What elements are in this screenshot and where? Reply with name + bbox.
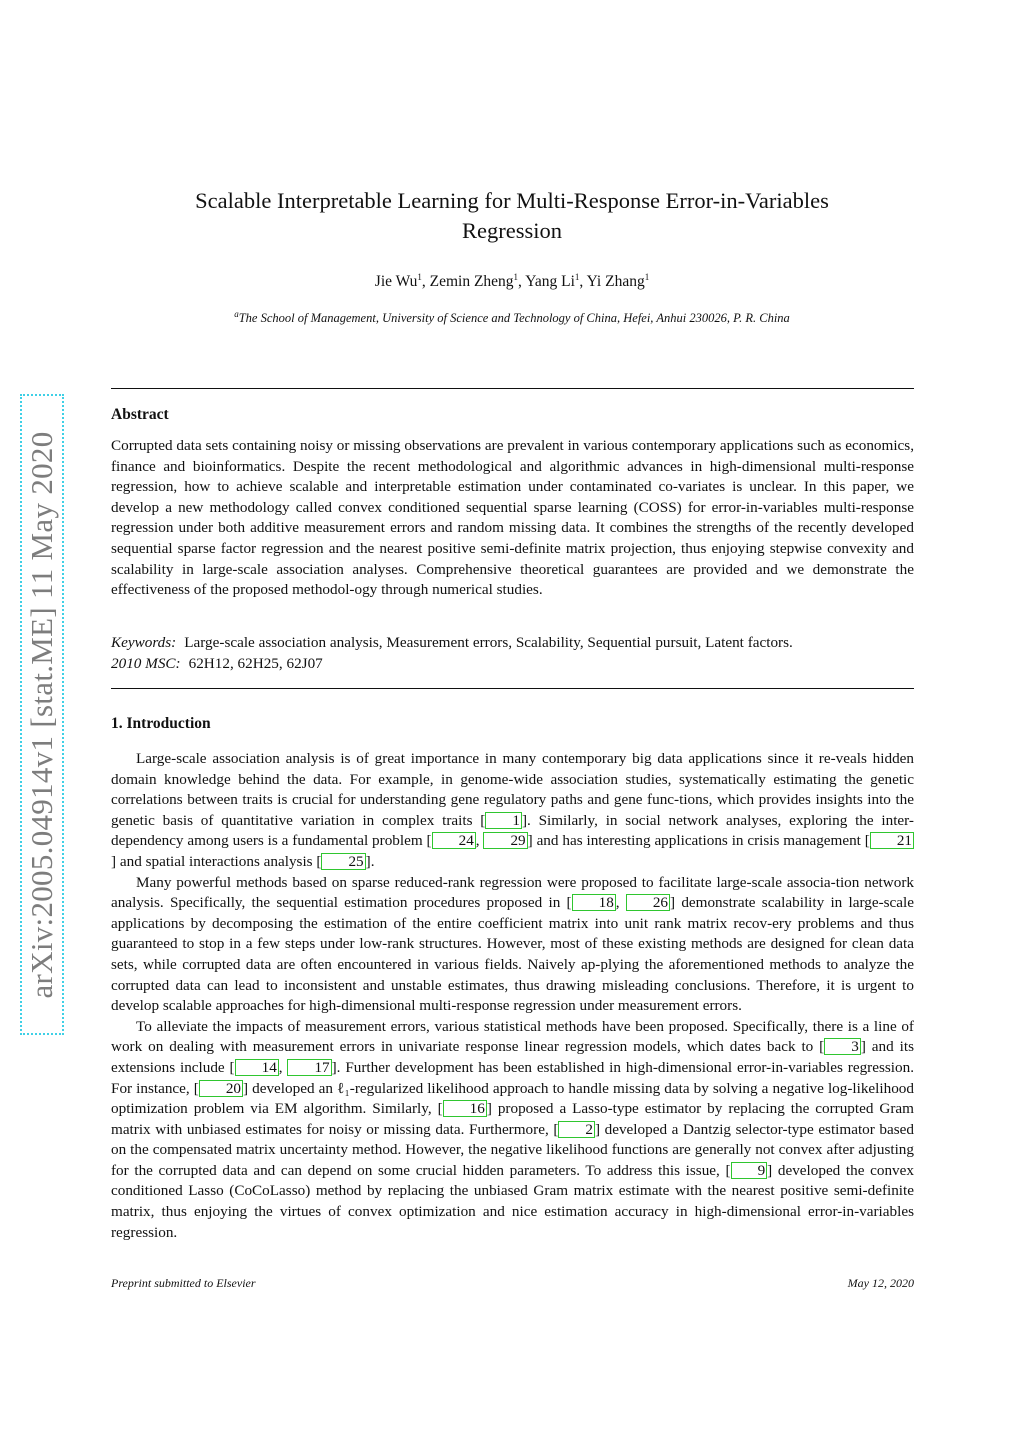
arxiv-watermark: [20, 394, 64, 1035]
citation-link[interactable]: 25: [321, 853, 365, 870]
abstract-body: [111, 436, 914, 601]
author-sup: 1: [644, 271, 650, 282]
author-separator: ,: [518, 273, 526, 290]
affiliation: [0, 308, 1024, 326]
keywords-label: Keywords:: [111, 634, 177, 651]
intro-paragraph-3: To alleviate the impacts of measurement errors, various statistical methods have been proposed. Specifically, there is a line of work on dealing with measurement errors in univariate response linear regression models, which dates back to [ 3 ] and its extensions include [ 14 , 17 ]. Further development has been established in high-dimensional error-in-variables regression. For instance, [ 20 ] developed an ℓ₁-regularized likelihood approach to handle missing data by solving a negative log-likelihood optimization problem via EM algorithm. Similarly, [ 16 ] proposed a Lasso-type estimator by replacing the corrupted Gram matrix with unbiased estimates for noisy or missing data. Furthermore, [ 2 ] developed a Dantzig selector-type estimator based on the compensated matrix uncertainty method. However, the negative likelihood functions are generally not convex after adjusting for the corrupted data and can depend on some crucial hidden parameters. To address this issue, [ 9 ] developed the convex conditioned Lasso (CoCoLasso) method by replacing the unbiased Gram matrix estimate with the nearest positive semi-definite matrix, thus enjoying the virtues of convex optimization and nice estimation accuracy in high-dimensional error-in-variables regression.: [111, 1017, 914, 1241]
citation-link[interactable]: 2: [558, 1121, 595, 1138]
intro-paragraph-1: Large-scale association analysis is of great importance in many contemporary big data applications since it re-veals hidden domain knowledge behind the data. For example, in genome-wide association studies, systematically estimating the genetic correlations between traits is crucial for understanding gene regulatory paths and gene func-tions, which provides insights into the genetic basis of quantitative variation in complex traits [ 1 ]. Similarly, in social network analyses, exploring the inter-dependency among users is a fundamental problem [ 24 , 29 ] and has interesting applications in crisis management [ 21] and spatial interactions analysis [ 25 ].: [111, 750, 914, 870]
msc-line: [111, 654, 914, 675]
footer-date: May 12, 2020: [847, 1276, 914, 1290]
introduction-body: [111, 749, 914, 1243]
abstract-heading: Abstract: [111, 406, 169, 423]
paper-title: [0, 186, 1024, 246]
author-separator: ,: [579, 273, 587, 290]
citation-link[interactable]: 26: [626, 894, 670, 911]
citation-link[interactable]: 29: [483, 832, 527, 849]
author-name: Zemin Zheng: [429, 273, 514, 290]
citation-link[interactable]: 24: [432, 832, 476, 849]
footer-submission: Preprint submitted to Elsevier: [111, 1276, 256, 1290]
top-rule: [111, 388, 914, 389]
author-name: Yi Zhang: [586, 273, 645, 290]
bottom-rule: [111, 688, 914, 689]
citation-link[interactable]: 20: [199, 1080, 243, 1097]
msc-text: 62H12, 62H25, 62J07: [188, 655, 323, 672]
citation-link[interactable]: 3: [824, 1038, 861, 1055]
citation-link[interactable]: 21: [870, 832, 914, 849]
citation-link[interactable]: 16: [443, 1100, 487, 1117]
section-heading-introduction: 1. Introduction: [111, 715, 211, 732]
affiliation-mark: a: [234, 308, 239, 319]
keywords-line: [111, 633, 914, 654]
citation-link[interactable]: 9: [731, 1162, 768, 1179]
citation-link[interactable]: 14: [235, 1059, 279, 1076]
author-list: [0, 273, 1024, 291]
intro-paragraph-2: Many powerful methods based on sparse reduced-rank regression were proposed to facilitate large-scale associa-tion network analysis. Specifically, the sequential estimation procedures proposed in [ 18 , 26 ] demonstrate scalability in large-scale applications by decomposing the estimation of the entire coefficient matrix into unit rank matrix recov-ery problems and thus guaranteed to stop in a few steps under low-rank structures. However, most of these existing methods are designed for clean data sets, while corrupted data are often encountered in various fields. Naively ap-plying the aforementioned methods to analyze the corrupted data can lead to inconsistent and unstable estimates, thus drawing misleading conclusions. Therefore, it is urgent to develop scalable approaches for high-dimensional multi-response regression under measurement errors.: [111, 873, 914, 1015]
arxiv-identifier: arXiv:2005.04914v1 [stat.ME] 11 May 2020: [24, 430, 59, 999]
citation-link[interactable]: 1: [485, 812, 522, 829]
author-name: Yang Li: [525, 273, 575, 290]
author-sup: 1: [417, 271, 422, 282]
author-name: Jie Wu: [374, 273, 418, 290]
author-sup: 1: [513, 271, 519, 282]
abstract-text: Corrupted data sets containing noisy or missing observations are prevalent in various contemporary applications such as economics, finance and bioinformatics. Despite the recent methodological and algorithmic advances in high-dimensional multi-response regression, how to achieve scalable and interpretable estimation under contaminated co-variates is unclear. In this paper, we develop a new methodology called convex conditioned sequential sparse learning (COSS) for error-in-variables multi-response regression under both additive measurement errors and random missing data. It combines the strengths of the recently developed sequential sparse factor regression and the nearest positive semi-definite matrix projection, thus enjoying stepwise convexity and scalability in large-scale association analyses. Comprehensive theoretical guarantees are provided and we demonstrate the effectiveness of the proposed methodol-ogy through numerical studies.: [111, 437, 914, 599]
author-separator: ,: [421, 273, 430, 290]
msc-label: 2010 MSC:: [111, 655, 181, 672]
author-sup: 1: [574, 271, 580, 282]
affiliation-text: The School of Management, University of Science and Technology of China, Hefei, Anhui 230026, P. R. China: [238, 311, 790, 325]
title-line-2: Regression: [462, 218, 562, 243]
title-line-1: Scalable Interpretable Learning for Multi-Response Error-in-Variables: [195, 188, 829, 213]
citation-link[interactable]: 17: [287, 1059, 331, 1076]
citation-link[interactable]: 18: [572, 894, 616, 911]
keywords-text: Large-scale association analysis, Measurement errors, Scalability, Sequential pursuit, Latent factors.: [184, 634, 793, 651]
